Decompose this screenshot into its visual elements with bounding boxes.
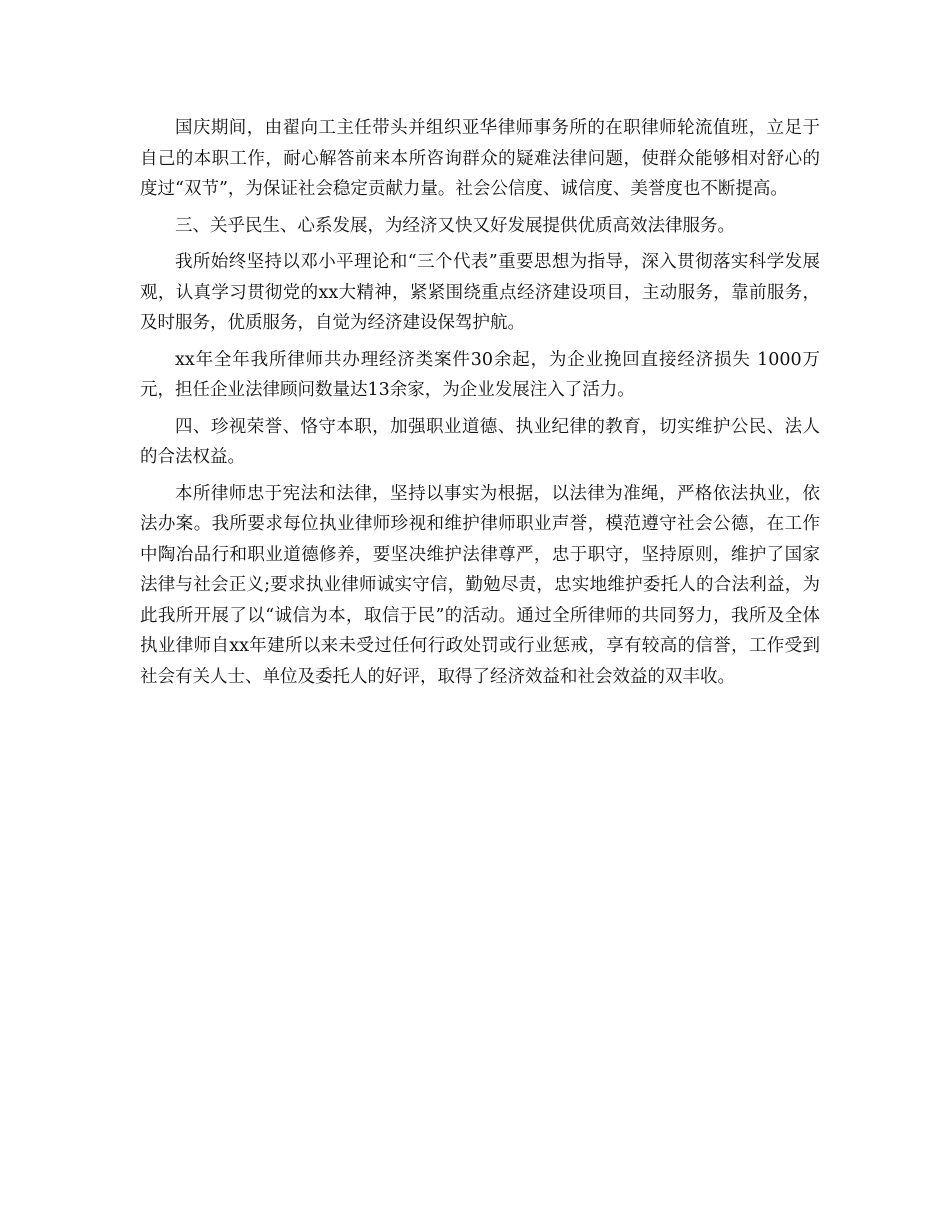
section-heading-4: 四、珍视荣誉、恪守本职，加强职业道德、执业纪律的教育，切实维护公民、法人的合法权益。 xyxy=(140,416,820,467)
paragraph-professional-ethics: 本所律师忠于宪法和法律，坚持以事实为根据，以法律为准绳，严格依法执业，依法办案。我所要求每位执业律师珍视和维护律师职业声誉，模范遵守社会公德，在工作中陶冶品行和职业道德修养，要坚决维护法律尊严，忠于职守，坚持原则，维护了国家法律与社会正义;要求执业律师诚实守信，勤勉尽责，忠实地维护委托人的合法利益，为此我所开展了以“诚信为本，取信于民”的活动。通过全所律师的共同努力，我所及全体执业律师自xx年建所以来未受过任何行政处罚或行业惩戒，享有较高的信誉，工作受到社会有关人士、单位及委托人的好评，取得了经济效益和社会效益的双丰收。 xyxy=(140,483,820,687)
paragraph-annual-cases: xx年全年我所律师共办理经济类案件30余起，为企业挽回直接经济损失 1000万元，担任企业法律顾问数量达13余家，为企业发展注入了活力。 xyxy=(140,349,820,400)
section-heading-3: 三、关乎民生、心系发展，为经济又快又好发展提供优质高效法律服务。 xyxy=(175,215,735,236)
paragraph-holiday-duty: 国庆期间，由翟向工主任带头并组织亚华律师事务所的在职律师轮流值班，立足于自己的本职工作，耐心解答前来本所咨询群众的疑难法律问题，使群众能够相对舒心的度过“双节”，为保证社会稳定贡献力量。社会公信度、诚信度、美誉度也不断提高。 xyxy=(140,118,820,199)
document-body xyxy=(140,113,820,698)
paragraph-guiding-thought: 我所始终坚持以邓小平理论和“三个代表”重要思想为指导，深入贯彻落实科学发展观，认真学习贯彻党的xx大精神，紧紧围绕重点经济建设项目，主动服务，靠前服务，及时服务，优质服务，自觉为经济建设保驾护航。 xyxy=(140,252,820,333)
